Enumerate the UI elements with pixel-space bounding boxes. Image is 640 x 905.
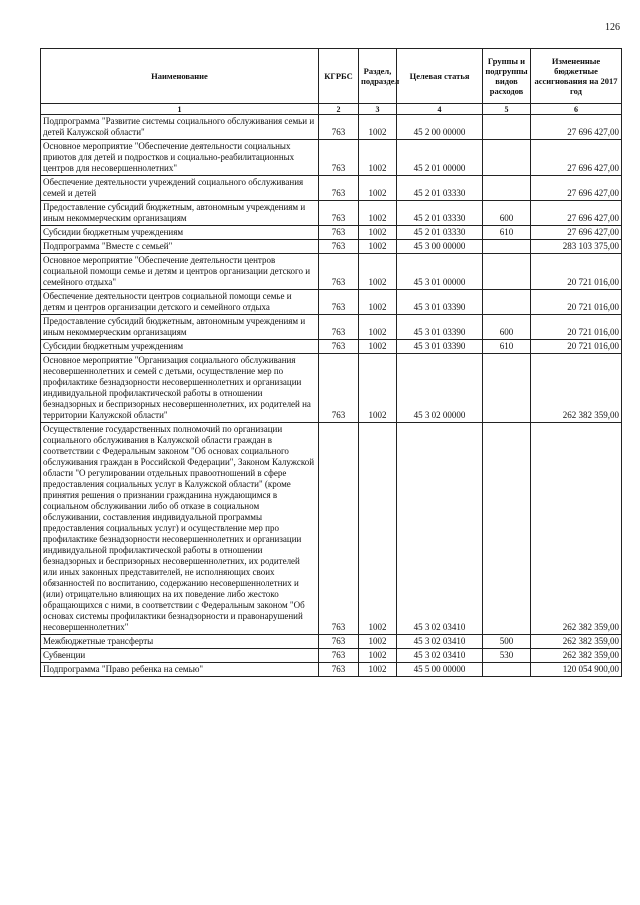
- row-kgrbs: 763: [319, 176, 359, 201]
- row-group: [483, 254, 531, 290]
- row-section: 1002: [359, 254, 397, 290]
- row-section: 1002: [359, 649, 397, 663]
- row-target: 45 3 01 03390: [397, 315, 483, 340]
- row-amount: 20 721 016,00: [531, 254, 622, 290]
- row-section: 1002: [359, 201, 397, 226]
- table-row: [41, 140, 622, 176]
- row-group: [483, 240, 531, 254]
- row-target: 45 3 02 03410: [397, 635, 483, 649]
- row-section: 1002: [359, 635, 397, 649]
- row-name: Субсидии бюджетным учреждениям: [41, 226, 319, 240]
- row-section: 1002: [359, 340, 397, 354]
- table-row: [41, 423, 622, 635]
- header-section: Раздел, подраздел: [359, 49, 397, 104]
- row-amount: 20 721 016,00: [531, 290, 622, 315]
- row-kgrbs: 763: [319, 340, 359, 354]
- row-group: [483, 354, 531, 423]
- row-target: 45 3 00 00000: [397, 240, 483, 254]
- row-group: [483, 140, 531, 176]
- column-number: 4: [397, 104, 483, 115]
- row-kgrbs: 763: [319, 226, 359, 240]
- row-section: 1002: [359, 240, 397, 254]
- row-amount: 262 382 359,00: [531, 354, 622, 423]
- row-target: 45 3 01 03390: [397, 340, 483, 354]
- row-kgrbs: 763: [319, 635, 359, 649]
- table-row: [41, 226, 622, 240]
- row-section: 1002: [359, 176, 397, 201]
- row-section: 1002: [359, 315, 397, 340]
- row-group: 600: [483, 201, 531, 226]
- row-group: [483, 290, 531, 315]
- row-name: Обеспечение деятельности учреждений социального обслуживания семей и детей: [41, 176, 319, 201]
- row-target: 45 3 01 03390: [397, 290, 483, 315]
- row-name: Основное мероприятие "Организация социального обслуживания несовершеннолетних и семей с детьми, осуществление мер по профилактике безнадзорности несовершеннолетних и организации индивидуальной профилактической работы в отношении безнадзорных и беспризорных несовершеннолетних, их родителей на территории Калужской области": [41, 354, 319, 423]
- row-name: Подпрограмма "Развитие системы социального обслуживания семьи и детей Калужской области": [41, 115, 319, 140]
- table-row: [41, 663, 622, 677]
- column-number: 3: [359, 104, 397, 115]
- row-kgrbs: 763: [319, 115, 359, 140]
- row-group: [483, 423, 531, 635]
- row-kgrbs: 763: [319, 663, 359, 677]
- row-target: 45 3 02 03410: [397, 423, 483, 635]
- row-amount: 20 721 016,00: [531, 340, 622, 354]
- row-target: 45 2 01 03330: [397, 176, 483, 201]
- row-kgrbs: 763: [319, 649, 359, 663]
- table-row: [41, 176, 622, 201]
- column-number-row: [41, 104, 622, 115]
- header-target: Целевая статья: [397, 49, 483, 104]
- page-number: 126: [605, 22, 620, 33]
- row-amount: 283 103 375,00: [531, 240, 622, 254]
- row-name: Предоставление субсидий бюджетным, автономным учреждениям и иным некоммерческим организациям: [41, 201, 319, 226]
- table-row: [41, 315, 622, 340]
- row-target: 45 2 01 03330: [397, 201, 483, 226]
- header-kgrbs: КГРБС: [319, 49, 359, 104]
- row-name: Субвенции: [41, 649, 319, 663]
- row-target: 45 5 00 00000: [397, 663, 483, 677]
- row-group: [483, 115, 531, 140]
- row-kgrbs: 763: [319, 290, 359, 315]
- row-target: 45 3 01 00000: [397, 254, 483, 290]
- table-row: [41, 290, 622, 315]
- table-row: [41, 635, 622, 649]
- table-row: [41, 354, 622, 423]
- table-row: [41, 340, 622, 354]
- row-amount: 262 382 359,00: [531, 649, 622, 663]
- budget-table: [40, 48, 622, 677]
- row-amount: 27 696 427,00: [531, 140, 622, 176]
- row-group: [483, 663, 531, 677]
- row-section: 1002: [359, 663, 397, 677]
- row-name: Основное мероприятие "Обеспечение деятельности социальных приютов для детей и подростков и социально-реабилитационных центров для несовершеннолетних": [41, 140, 319, 176]
- row-target: 45 3 02 00000: [397, 354, 483, 423]
- row-amount: 27 696 427,00: [531, 226, 622, 240]
- row-section: 1002: [359, 226, 397, 240]
- header-amount: Измененные бюджетные ассигнования на 2017 год: [531, 49, 622, 104]
- row-target: 45 2 01 03330: [397, 226, 483, 240]
- row-name: Межбюджетные трансферты: [41, 635, 319, 649]
- row-kgrbs: 763: [319, 201, 359, 226]
- table-row: [41, 240, 622, 254]
- header-row: [41, 49, 622, 104]
- row-name: Осуществление государственных полномочий по организации социального обслуживания в Калужской области граждан в соответствии с Федеральным законом "Об основах социального обслуживания граждан в Российской Федерации", Законом Калужской области "О регулировании отдельных правоотношений в сфере предоставления социальных услуг в Калужской области" (кроме принятия решения о признании гражданина нуждающимся в социальном обслуживании либо об отказе в социальном обслуживании, составления индивидуальной программы предоставления социальных услуг) и осуществление мер про профилактике безнадзорности несовершеннолетних и организации индивидуальной профилактической работы в отношении безнадзорных и беспризорных несовершеннолетних, их родителей или иных законных представителей, не исполняющих своих обязанностей по воспитанию, содержанию несовершеннолетних и (или) отрицательно влияющих на их поведение либо жестоко обращающихся с ними, в соответствии с Федеральным законом "Об основах системы профилактики безнадзорности и правонарушений несовершеннолетних": [41, 423, 319, 635]
- row-kgrbs: 763: [319, 254, 359, 290]
- row-amount: 120 054 900,00: [531, 663, 622, 677]
- row-name: Обеспечение деятельности центров социальной помощи семье и детям и центров организации детского и семейного отдыха: [41, 290, 319, 315]
- row-group: 530: [483, 649, 531, 663]
- row-group: 600: [483, 315, 531, 340]
- row-amount: 27 696 427,00: [531, 176, 622, 201]
- row-name: Субсидии бюджетным учреждениям: [41, 340, 319, 354]
- row-section: 1002: [359, 140, 397, 176]
- header-group: Группы и подгруппы видов расходов: [483, 49, 531, 104]
- row-group: [483, 176, 531, 201]
- row-amount: 262 382 359,00: [531, 635, 622, 649]
- row-section: 1002: [359, 423, 397, 635]
- row-kgrbs: 763: [319, 354, 359, 423]
- column-number: 5: [483, 104, 531, 115]
- row-group: 610: [483, 226, 531, 240]
- row-target: 45 2 00 00000: [397, 115, 483, 140]
- table-body: [41, 115, 622, 677]
- row-kgrbs: 763: [319, 315, 359, 340]
- table-row: [41, 115, 622, 140]
- row-name: Подпрограмма "Право ребенка на семью": [41, 663, 319, 677]
- row-name: Основное мероприятие "Обеспечение деятельности центров социальной помощи семье и детям и центров организации детского и семейного отдыха": [41, 254, 319, 290]
- row-group: 610: [483, 340, 531, 354]
- row-section: 1002: [359, 290, 397, 315]
- table-row: [41, 254, 622, 290]
- column-number: 6: [531, 104, 622, 115]
- table-row: [41, 201, 622, 226]
- row-name: Подпрограмма "Вместе с семьей": [41, 240, 319, 254]
- header-name: Наименование: [41, 49, 319, 104]
- row-kgrbs: 763: [319, 240, 359, 254]
- column-number: 1: [41, 104, 319, 115]
- row-section: 1002: [359, 354, 397, 423]
- column-number: 2: [319, 104, 359, 115]
- table-row: [41, 649, 622, 663]
- row-section: 1002: [359, 115, 397, 140]
- row-amount: 27 696 427,00: [531, 115, 622, 140]
- row-name: Предоставление субсидий бюджетным, автономным учреждениям и иным некоммерческим организациям: [41, 315, 319, 340]
- row-kgrbs: 763: [319, 140, 359, 176]
- row-target: 45 3 02 03410: [397, 649, 483, 663]
- row-target: 45 2 01 00000: [397, 140, 483, 176]
- row-kgrbs: 763: [319, 423, 359, 635]
- row-amount: 27 696 427,00: [531, 201, 622, 226]
- row-amount: 20 721 016,00: [531, 315, 622, 340]
- row-group: 500: [483, 635, 531, 649]
- row-amount: 262 382 359,00: [531, 423, 622, 635]
